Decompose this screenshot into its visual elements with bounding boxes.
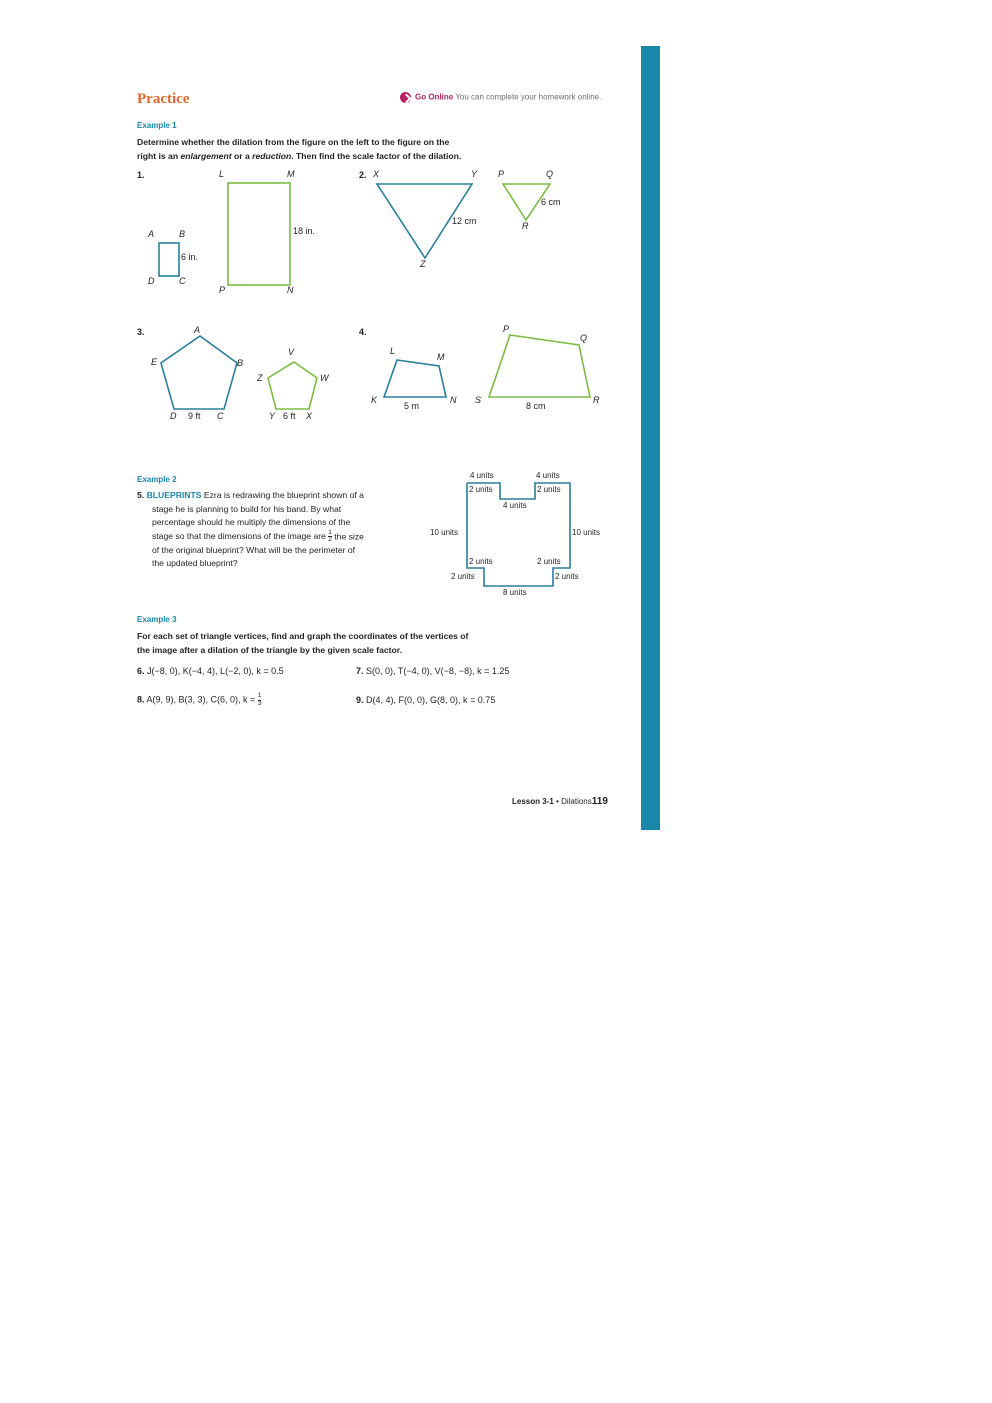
vertex-label: Z: [420, 259, 426, 269]
measure-label: 12 cm: [452, 216, 477, 226]
dimension-label: 4 units: [536, 471, 560, 480]
problem-text-line: stage so that the dimensions of the image are: [152, 531, 326, 542]
exercise-7: [356, 666, 509, 676]
instructions-line-1: Determine whether the dilation from the figure on the left to the figure on the: [137, 137, 450, 147]
example-1-label: Example 1: [137, 121, 177, 130]
vertex-label: P: [498, 169, 505, 179]
vertex-label: S: [475, 395, 482, 405]
vertex-label: V: [288, 347, 295, 357]
problem-3-number: 3.: [137, 327, 145, 337]
problem-5-keyword: BLUEPRINTS: [146, 490, 202, 500]
measure-label: 6 in.: [181, 252, 199, 262]
page-title: Practice: [137, 91, 190, 107]
vertex-label: Y: [471, 169, 478, 179]
vertex-label: X: [306, 411, 313, 421]
exercise-9: [356, 695, 495, 705]
vertex-label: N: [287, 285, 294, 295]
measure-label: 6 ft: [283, 411, 296, 421]
exercise-number: 6.: [137, 666, 145, 676]
vertex-label: N: [450, 395, 457, 405]
vertex-label: M: [287, 169, 295, 179]
vertex-label: Q: [580, 333, 588, 343]
vertex-label: B: [237, 358, 244, 368]
vertex-label: E: [151, 357, 158, 367]
vertex-label: L: [390, 346, 396, 356]
instructions-emphasis: enlargement: [180, 151, 232, 161]
exercise-number: 8.: [137, 694, 145, 705]
vertex-label: R: [522, 221, 529, 231]
vertex-label: K: [371, 395, 378, 405]
problem-1-number: 1.: [137, 170, 145, 180]
footer-lesson: Lesson 3-1: [512, 797, 554, 806]
footer-topic: Dilations: [561, 797, 592, 806]
go-online-label: Go Online: [415, 92, 454, 102]
problem-text-line: percentage should he multiply the dimensions of the: [152, 517, 351, 528]
measure-label: 8 cm: [526, 401, 546, 411]
page-footer: [512, 796, 608, 807]
example-2-label: Example 2: [137, 475, 177, 484]
dimension-label: 4 units: [503, 501, 527, 510]
fraction-denominator: 2: [328, 536, 332, 544]
dimension-label: 2 units: [469, 557, 493, 566]
dimension-label: 2 units: [451, 572, 475, 581]
exercise-text: D(4, 4), F(0, 0), G(8, 0), k = 0.75: [366, 695, 496, 705]
instructions-line-1: For each set of triangle vertices, find and graph the coordinates of the vertices of: [137, 631, 469, 641]
vertex-label: R: [593, 395, 600, 405]
exercise-text: S(0, 0), T(−4, 0), V(−8, −8), k = 1.25: [366, 666, 510, 676]
problem-2-number: 2.: [359, 170, 367, 180]
problem-text-line: the size: [334, 531, 364, 542]
exercise-6: [137, 666, 284, 676]
dimension-label: 2 units: [537, 485, 561, 494]
example-3-instructions: [137, 629, 567, 657]
vertex-label: Q: [546, 169, 554, 179]
exercise-number: 9.: [356, 695, 364, 705]
dimension-label: 10 units: [572, 528, 601, 537]
page-number: 119: [591, 796, 608, 807]
fraction-numerator: 1: [257, 692, 262, 699]
vertex-label: W: [320, 373, 329, 383]
exercise-text: A(9, 9), B(3, 3), C(6, 0), k =: [146, 694, 256, 705]
exercise-text: J(−8, 0), K(−4, 4), L(−2, 0), k = 0.5: [147, 666, 284, 676]
dimension-label: 10 units: [430, 528, 459, 537]
measure-label: 9 ft: [188, 411, 201, 421]
dimension-label: 4 units: [470, 471, 494, 480]
fraction-one-third: [258, 693, 262, 707]
exercise-number: 7.: [356, 666, 364, 676]
instructions-text: or a: [233, 151, 250, 161]
problem-5-number: 5.: [137, 490, 145, 500]
vertex-label: P: [503, 324, 510, 334]
vertex-label: C: [179, 276, 186, 286]
fraction-denominator: 3: [257, 699, 262, 707]
vertex-label: Y: [269, 411, 276, 421]
vertex-label: P: [219, 285, 226, 295]
blueprint-outline: [467, 483, 570, 586]
vertex-label: D: [148, 276, 155, 286]
go-online-text: You can complete your homework online.: [455, 92, 602, 102]
instructions-line-2: the image after a dilation of the triangle by the given scale factor.: [137, 645, 403, 655]
exercise-8: [137, 693, 261, 707]
dimension-label: 2 units: [537, 557, 561, 566]
vertex-label: C: [217, 411, 224, 421]
example-3-label: Example 3: [137, 615, 177, 624]
vertex-label: L: [219, 169, 225, 179]
vertex-label: X: [373, 169, 380, 179]
problem-text-line: of the original blueprint? What will be the perimeter of: [152, 544, 356, 555]
instructions-text: . Then find the scale factor of the dilation.: [291, 151, 462, 161]
problem-text-line: stage he is planning to build for his band. By what: [152, 503, 342, 514]
vertex-label: A: [194, 325, 201, 335]
measure-label: 5 m: [404, 401, 420, 411]
vertex-label: A: [148, 229, 155, 239]
dimension-label: 2 units: [555, 572, 579, 581]
dimension-label: 8 units: [503, 588, 527, 597]
dimension-label: 2 units: [469, 485, 493, 494]
problem-4-number: 4.: [359, 327, 367, 337]
instructions-emphasis: reduction: [252, 151, 292, 161]
instructions-text: right is an: [137, 151, 179, 161]
problem-text-line: Ezra is redrawing the blueprint shown of a: [203, 490, 364, 500]
measure-label: 6 cm: [541, 197, 561, 207]
fraction-numerator: 1: [328, 528, 332, 536]
vertex-label: B: [179, 229, 186, 239]
problem-text-line: the updated blueprint?: [152, 558, 238, 569]
vertex-label: D: [170, 411, 177, 421]
vertex-label: M: [437, 352, 445, 362]
measure-label: 18 in.: [293, 226, 316, 236]
footer-separator: •: [556, 797, 559, 806]
vertex-label: Z: [257, 373, 263, 383]
